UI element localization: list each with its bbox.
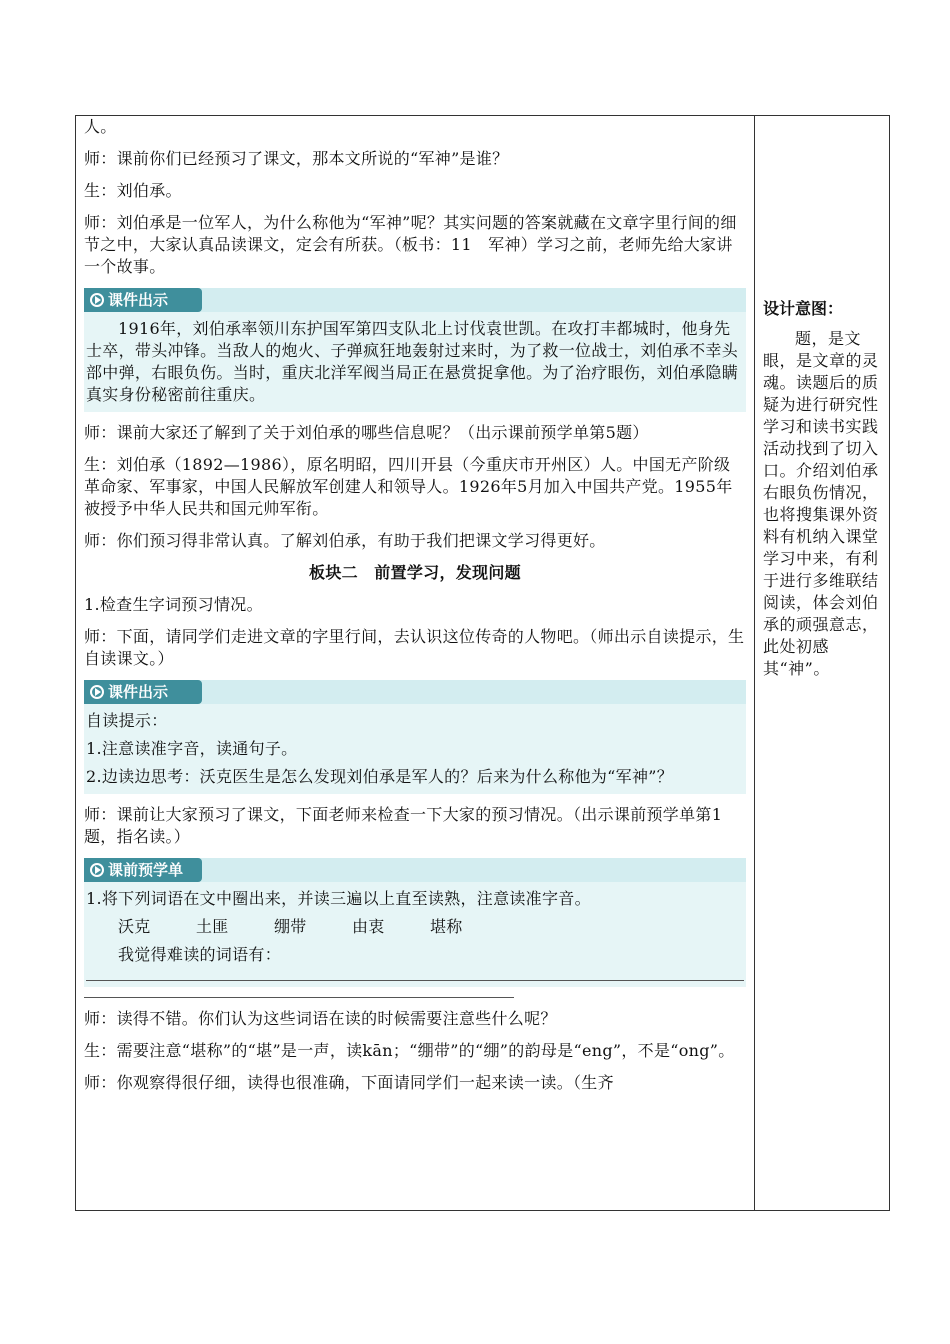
design-intent-title: 设计意图：	[763, 299, 844, 318]
design-intent-body: 题，是文眼，是文章的灵魂。读题后的质疑为进行研究性学习和读书实践活动找到了切入口。介绍刘伯承右眼负伤情况，也将搜集课外资料有机纳入课堂学习中来，有利于进行多维联结阅读，体会刘伯承的顽强意志，此处初感其“神”。	[763, 329, 879, 678]
preview-sheet-box	[84, 882, 746, 987]
word: 绷带	[274, 917, 307, 936]
word: 沃克	[118, 917, 151, 936]
tip-1: 1.注意读准字音，读通句子。	[86, 739, 298, 758]
play-icon	[90, 863, 104, 877]
courseware-banner	[84, 288, 746, 312]
text-continuation: 人。	[84, 117, 117, 136]
story-text: 1916年，刘伯承率领川东护国军第四支队北上讨伐袁世凯。在攻打丰都城时，他身先士卒，带头冲锋。当敌人的炮火、子弹疯狂地轰射过来时，为了救一位战士，刘伯承不幸头部中弹，右眼负伤。当时，重庆北洋军阀当局正在悬赏捉拿他。为了治疗眼伤，刘伯承隐瞒真实身份秘密前往重庆。	[86, 319, 739, 404]
hard-words-prompt: 我觉得难读的词语有：	[118, 945, 282, 964]
teacher-question-2: 师：课前大家还了解到了关于刘伯承的哪些信息呢？（出示课前预学单第5题）	[84, 423, 649, 442]
side-column	[763, 298, 879, 680]
play-icon	[90, 293, 104, 307]
word: 由衷	[352, 917, 385, 936]
teacher-closing: 师：你观察得很仔细，读得也很准确，下面请同学们一起来读一读。（生齐	[84, 1073, 614, 1092]
main-column	[84, 116, 746, 1094]
tip-2: 2.边读边思考：沃克医生是怎么发现刘伯承是军人的？后来为什么称他为“军神”？	[86, 767, 674, 786]
word: 堪称	[430, 917, 463, 936]
student-answer-3: 生：需要注意“堪称”的“堪”是一声，读kān；“绷带”的“绷”的韵母是“eng”，不是“ong”。	[84, 1041, 735, 1060]
teacher-check: 师：课前让大家预习了课文，下面老师来检查一下大家的预习情况。（出示课前预学单第1题，指名读。）	[84, 805, 723, 846]
teacher-praise: 师：读得不错。你们认为这些词语在读的时候需要注意些什么呢？	[84, 1009, 557, 1028]
column-divider	[754, 115, 755, 1211]
teacher-intro: 师：刘伯承是一位军人，为什么称他为“军神”呢？其实问题的答案就藏在文章字里行间的细节之中，大家认真品读课文，定会有所获。（板书：11 军神）学习之前，老师先给大家讲一个故事。	[84, 213, 737, 276]
story-box	[84, 312, 746, 412]
teacher-instruction: 师：下面，请同学们走进文章的字里行间，去认识这位传奇的人物吧。（师出示自读提示，生自读课文。）	[84, 627, 745, 668]
banner-tag-3: 课前预学单	[84, 858, 202, 882]
teacher-comment: 师：你们预习得非常认真。了解刘伯承，有助于我们把课文学习得更好。	[84, 531, 606, 550]
answer-line	[86, 966, 744, 981]
step-1: 1.检查生字词预习情况。	[84, 595, 263, 614]
play-icon	[90, 685, 104, 699]
tips-title: 自读提示：	[86, 711, 168, 730]
reading-tips-box	[84, 704, 746, 794]
student-answer-2: 生：刘伯承（1892—1986），原名明昭，四川开县（今重庆市开州区）人。中国无产阶级革命家、军事家，中国人民解放军创建人和领导人。1926年5月加入中国共产党。1955年被授予中华人民共和国元帅军衔。	[84, 455, 733, 518]
answer-line-2	[84, 987, 514, 998]
word: 土匪	[196, 917, 229, 936]
teacher-question: 师：课前你们已经预习了课文，那本文所说的“军神”是谁？	[84, 149, 509, 168]
banner-tag: 课件出示	[84, 288, 202, 312]
preview-sheet-banner	[84, 858, 746, 882]
courseware-banner-2	[84, 680, 746, 704]
banner-tag-2: 课件出示	[84, 680, 202, 704]
student-answer: 生：刘伯承。	[84, 181, 182, 200]
word-list	[86, 916, 744, 938]
task-1: 1.将下列词语在文中圈出来，并读三遍以上直至读熟，注意读准字音。	[86, 889, 591, 908]
section-title: 板块二 前置学习，发现问题	[309, 563, 521, 582]
